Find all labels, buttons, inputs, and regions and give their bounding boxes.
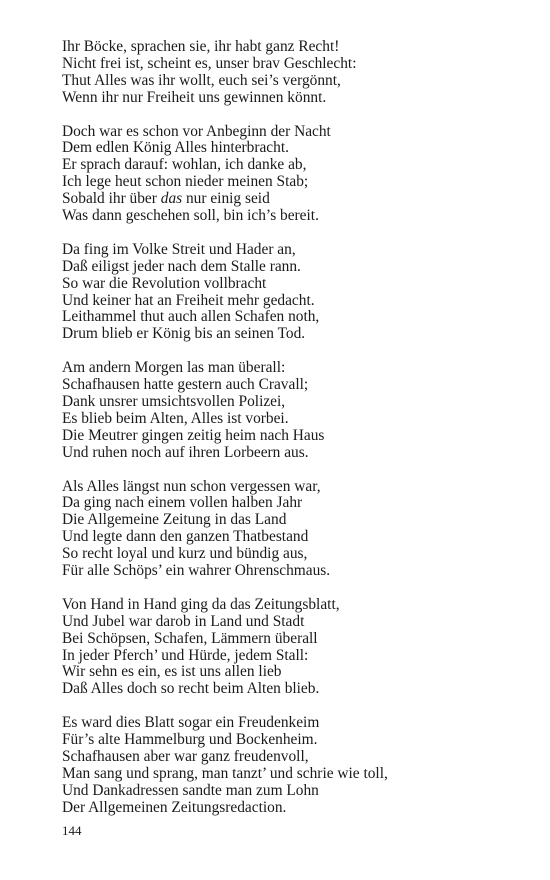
poem-line: Da ging nach einem vollen halben Jahr	[62, 494, 303, 512]
poem-line-emphasis: das	[160, 190, 183, 208]
poem-line: So war die Revolution vollbracht	[62, 274, 267, 292]
poem-line: So recht loyal und kurz und bündig aus,	[62, 545, 308, 563]
poem-line: Am andern Morgen las man überall:	[62, 359, 286, 377]
poem-line: Nicht frei ist, scheint es, unser brav Geschlecht:	[62, 54, 357, 72]
stanza	[62, 715, 522, 816]
stanza	[62, 242, 522, 343]
poem-line: Schafhausen hatte gestern auch Cravall;	[62, 376, 309, 394]
poem-line: Doch war es schon vor Anbeginn der Nacht	[62, 122, 331, 140]
poem-line: Und ruhen noch auf ihren Lorbeern aus.	[62, 443, 309, 461]
poem-line: Für’s alte Hammelburg und Bockenheim.	[62, 731, 318, 749]
poem-text	[62, 39, 522, 817]
poem-line: Ihr Böcke, sprachen sie, ihr habt ganz Recht!	[62, 38, 340, 55]
poem-line: Für alle Schöps’ ein wahrer Ohrenschmaus.	[62, 562, 331, 580]
poem-line: Dank unsrer umsichtsvollen Polizei,	[62, 392, 286, 410]
poem-line: Daß eiligst jeder nach dem Stalle rann.	[62, 257, 301, 275]
poem-line: Und legte dann den ganzen Thatbestand	[62, 528, 309, 546]
page-number: 144	[62, 823, 82, 838]
poem-line: In jeder Pferch’ und Hürde, jedem Stall:	[62, 646, 309, 664]
stanza	[62, 597, 522, 698]
poem-line: Thut Alles was ihr wollt, euch sei’s vergönnt,	[62, 71, 341, 89]
poem-line: Und Dankadressen sandte man zum Lohn	[62, 781, 319, 799]
poem-line: Man sang und sprang, man tanzt’ und schrie wie toll,	[62, 764, 388, 782]
poem-line: Wir sehn es ein, es ist uns allen lieb	[62, 663, 282, 681]
poem-line: Es blieb beim Alten, Alles ist vorbei.	[62, 409, 289, 427]
poem-line: Es ward dies Blatt sogar ein Freudenkeim	[62, 714, 320, 732]
stanza	[62, 39, 522, 107]
poem-line: Daß Alles doch so recht beim Alten blieb.	[62, 680, 320, 698]
poem-line: Bei Schöpsen, Schafen, Lämmern überall	[62, 629, 318, 647]
poem-line: Von Hand in Hand ging da das Zeitungsblatt,	[62, 595, 340, 613]
stanza	[62, 479, 522, 580]
stanza	[62, 360, 522, 461]
poem-line: Da fing im Volke Streit und Hader an,	[62, 240, 296, 258]
poem-line: Ich lege heut schon nieder meinen Stab;	[62, 173, 309, 191]
poem-line-segment: nur einig seid	[182, 190, 270, 208]
poem-line: Der Allgemeinen Zeitungsredaction.	[62, 798, 287, 816]
poem-line: Schafhausen aber war ganz freudenvoll,	[62, 747, 309, 765]
poem-line: Leithammel thut auch allen Schafen noth,	[62, 308, 320, 326]
poem-line	[62, 191, 522, 208]
poem-line: Die Allgemeine Zeitung in das Land	[62, 511, 287, 529]
poem-line: Was dann geschehen soll, bin ich’s bereit.	[62, 207, 319, 225]
poem-line-segment: Sobald ihr über	[62, 190, 161, 208]
poem-line: Dem edlen König Alles hinterbracht.	[62, 139, 289, 157]
poem-line: Als Alles längst nun schon vergessen war,	[62, 477, 321, 495]
poem-line: Die Meutrer gingen zeitig heim nach Haus	[62, 426, 325, 444]
poem-line: Und Jubel war darob in Land und Stadt	[62, 612, 305, 630]
poem-line: Er sprach darauf: wohlan, ich danke ab,	[62, 156, 307, 174]
stanza	[62, 124, 522, 225]
poem-line: Drum blieb er König bis an seinen Tod.	[62, 325, 306, 343]
poem-line: Wenn ihr nur Freiheit uns gewinnen könnt.	[62, 88, 327, 106]
poem-line: Und keiner hat an Freiheit mehr gedacht.	[62, 291, 315, 309]
